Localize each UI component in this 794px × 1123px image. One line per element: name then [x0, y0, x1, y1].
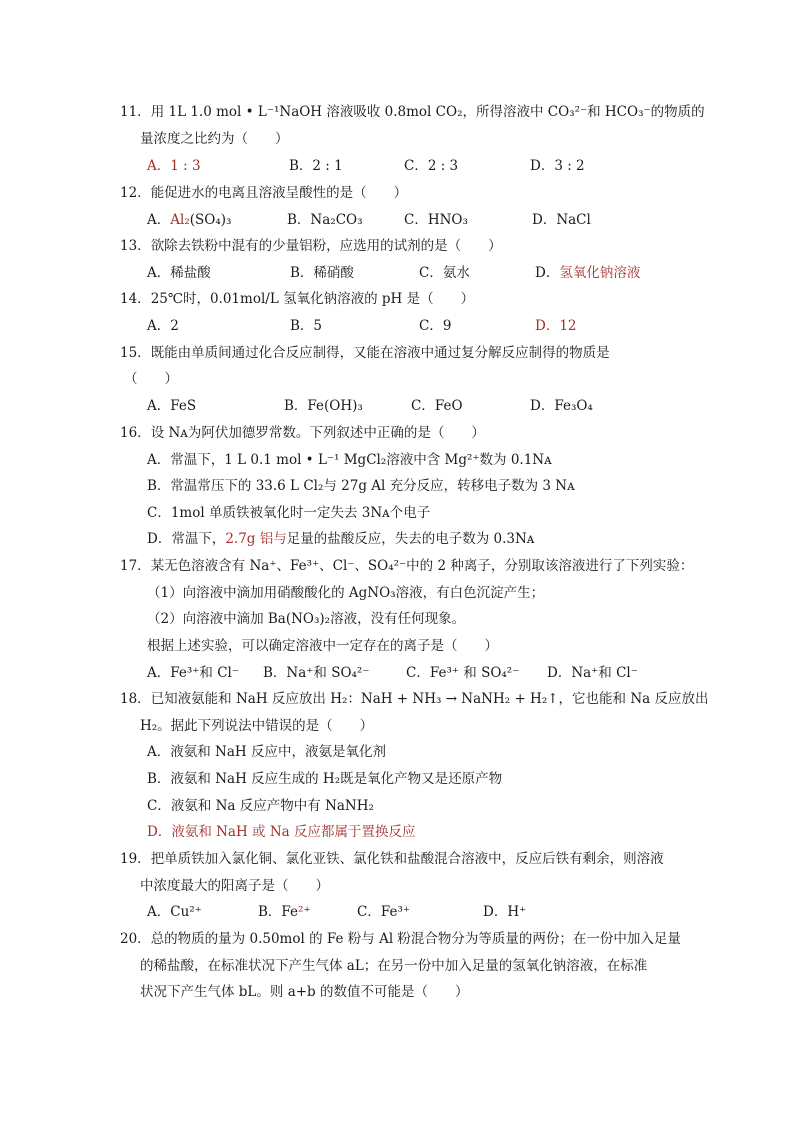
question-18-stem-line-2: H₂。据此下列说法中错误的是（ ） [140, 718, 374, 734]
question-19-stem-line-2: 中浓度最大的阳离子是（ ） [140, 878, 329, 894]
question-17-stem-line-1: 17．某无色溶液含有 Na⁺、Fe³⁺、Cl⁻、SO₄²⁻中的 2 种离子，分别取该溶液进行了下列实验： [120, 558, 694, 574]
question-11-option-a: A．1 : 3 [147, 158, 201, 174]
question-14-option-c: C．9 [419, 318, 452, 334]
question-16-option-c: C．1mol 单质铁被氧化时一定失去 3Nᴀ个电子 [147, 505, 431, 521]
question-20-stem-line-2: 的稀盐酸，在标准状况下产生气体 aL；在另一份中加入足量的氢氧化钠溶液，在标准 [140, 958, 648, 974]
question-16-option-b: B．常温常压下的 33.6 L Cl₂与 27g Al 充分反应，转移电子数为 3 Nᴀ [147, 478, 575, 494]
question-16-option-d: D．常温下，2.7g 铝与足量的盐酸反应，失去的电子数为 0.3Nᴀ [147, 531, 535, 547]
question-11-option-c: C．2 : 3 [404, 158, 459, 174]
question-17-option-a: A．Fe³⁺和 Cl⁻ [147, 665, 239, 681]
question-19-option-a: A．Cu²⁺ [147, 904, 202, 920]
question-13-option-c: C．氨水 [419, 265, 470, 281]
option-a-formula: Al₂ [170, 212, 190, 228]
question-17-option-c: C．Fe³⁺ 和 SO₄²⁻ [406, 665, 520, 681]
answer-highlight: ² [298, 904, 304, 920]
question-13-stem: 13．欲除去铁粉中混有的少量铝粉，应选用的试剂的是（ ） [120, 238, 502, 254]
question-14-option-d: D．12 [535, 318, 577, 334]
question-12-option-b: B．Na₂CO₃ [287, 212, 363, 228]
question-19-option-b: B．Fe²⁺ [258, 904, 311, 920]
question-14-stem: 14．25℃时，0.01mol/L 氢氧化钠溶液的 pH 是（ ） [120, 291, 475, 307]
question-19-stem-line-1: 19．把单质铁加入氯化铜、氯化亚铁、氯化铁和盐酸混合溶液中，反应后铁有剩余，则溶液 [120, 851, 664, 867]
question-11-option-d: D．3 : 2 [530, 158, 585, 174]
question-14-option-b: B．5 [290, 318, 323, 334]
answer-highlight: 氢氧化钠溶液 [559, 265, 641, 281]
question-17-stem-line-2: （1）向溶液中滴加用硝酸酸化的 AgNO₃溶液，有白色沉淀产生； [147, 585, 545, 601]
question-11-option-b: B．2 : 1 [289, 158, 343, 174]
question-17-stem-line-4: 根据上述实验，可以确定溶液中一定存在的离子是（ ） [147, 638, 498, 654]
question-15-option-a: A．FeS [147, 398, 197, 414]
question-19-option-c: C．Fe³⁺ [357, 904, 410, 920]
question-17-option-b: B．Na⁺和 SO₄²⁻ [263, 665, 370, 681]
question-15-option-d: D．Fe₃O₄ [530, 398, 593, 414]
option-letter: A． [147, 212, 171, 228]
question-11-stem-line-2: 量浓度之比约为（ ） [140, 131, 289, 147]
question-18-option-d: D．液氨和 NaH 或 Na 反应都属于置换反应 [147, 824, 416, 840]
question-11-stem-line-1: 11．用 1L 1.0 mol • L⁻¹NaOH 溶液吸收 0.8mol CO₂，所得溶液中 CO₃²⁻和 HCO₃⁻的物质的 [120, 104, 705, 120]
question-12-option-a: A．Al₂(SO₄)₃ [147, 212, 232, 228]
question-16-option-a: A．常温下，1 L 0.1 mol • L⁻¹ MgCl₂溶液中含 Mg²⁺数为 0.1Nᴀ [147, 452, 552, 468]
question-13-option-a: A．稀盐酸 [147, 265, 211, 281]
question-18-stem-line-1: 18．已知液氨能和 NaH 反应放出 H₂：NaH + NH₃ → NaNH₂ + H₂↑，它也能和 Na 反应放出 [120, 691, 709, 707]
question-20-stem-line-3: 状况下产生气体 bL。则 a+b 的数值不可能是（ ） [140, 984, 469, 1000]
question-15-stem-line-1: 15．既能由单质间通过化合反应制得，又能在溶液中通过复分解反应制得的物质是 [120, 345, 610, 361]
question-17-stem-line-3: （2）向溶液中滴加 Ba(NO₃)₂溶液，没有任何现象。 [147, 611, 466, 627]
question-16-stem: 16．设 Nᴀ为阿伏加德罗常数。下列叙述中正确的是（ ） [120, 425, 485, 441]
question-19-option-d: D．H⁺ [483, 904, 527, 920]
question-18-option-a: A．液氨和 NaH 反应中，液氨是氧化剂 [147, 744, 386, 760]
question-15-stem-line-2: （ ） [124, 371, 178, 387]
question-18-option-b: B．液氨和 NaH 反应生成的 H₂既是氧化产物又是还原产物 [147, 771, 503, 787]
question-15-option-c: C．FeO [411, 398, 463, 414]
answer-highlight: 2.7g 铝与 [225, 531, 287, 547]
question-15-option-b: B．Fe(OH)₃ [284, 398, 363, 414]
question-13-option-d: D．氢氧化钠溶液 [535, 265, 641, 281]
question-20-stem-line-1: 20．总的物质的量为 0.50mol 的 Fe 粉与 Al 粉混合物分为等质量的两份；在一份中加入足量 [120, 931, 681, 947]
question-12-stem: 12．能促进水的电离且溶液呈酸性的是（ ） [120, 185, 408, 201]
question-18-option-c: C．液氨和 Na 反应产物中有 NaNH₂ [147, 798, 374, 814]
question-17-option-d: D．Na⁺和 Cl⁻ [547, 665, 638, 681]
question-14-option-a: A．2 [147, 318, 179, 334]
question-12-option-c: C．HNO₃ [404, 212, 468, 228]
question-13-option-b: B．稀硝酸 [290, 265, 354, 281]
question-12-option-d: D．NaCl [532, 212, 591, 228]
